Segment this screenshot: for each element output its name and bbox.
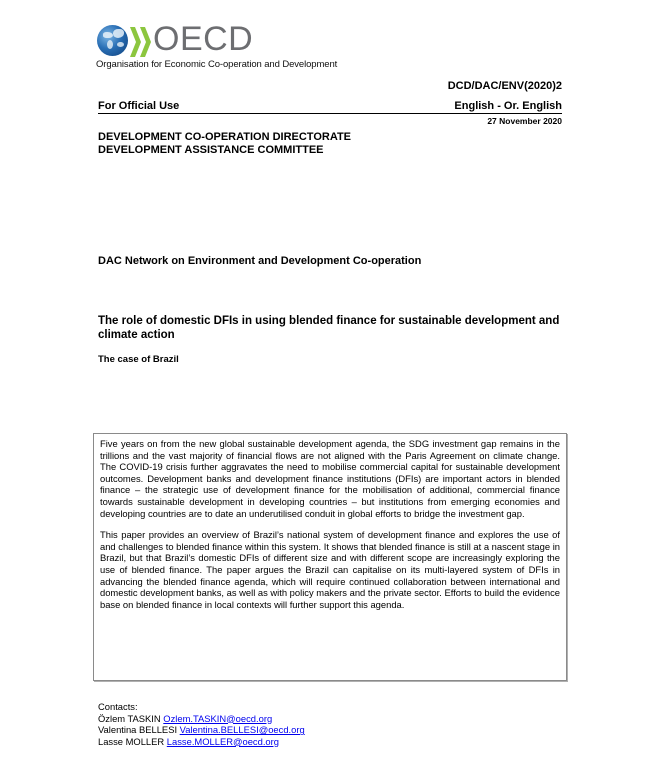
directorate-line-2: DEVELOPMENT ASSISTANCE COMMITTEE	[98, 144, 324, 156]
directorate-line-1: DEVELOPMENT CO-OPERATION DIRECTORATE	[98, 131, 352, 143]
organisation-name: Organisation for Economic Co-operation and Development	[96, 59, 338, 70]
document-subtitle: The case of Brazil	[98, 354, 179, 365]
contact-name: Lasse MOLLER	[98, 735, 165, 747]
contact-email-link[interactable]: Valentina.BELLESI@oecd.org	[179, 724, 305, 736]
language-label: English - Or. English	[454, 100, 562, 112]
abstract-paragraph-1: Five years on from the new global sustainable development agenda, the SDG investment gap remains in the trillions and the vast majority of financial flows are not aligned with the Paris Agreement on climate change. The COVID-19 crisis further aggravates the need to mobilise commercial capital for sustainable development outcomes. Development banks and development finance institutions (DFIs) are important actors in blended finance – the strategic use of development finance for the mobilisation of additional, commercial finance towards sustainable development in developing countries – but institutions from emerging economies and developing countries are to date an underutilised conduit in global efforts to bridge the investment gap.	[100, 438, 560, 519]
contact-row	[98, 724, 305, 736]
contact-name: Valentina BELLESI	[98, 724, 178, 736]
abstract-box	[93, 433, 567, 681]
network-heading: DAC Network on Environment and Development Co-operation	[98, 255, 422, 267]
contacts-label: Contacts:	[98, 701, 138, 712]
contact-email-link[interactable]: Ozlem.TASKIN@oecd.org	[163, 712, 273, 724]
document-title: The role of domestic DFIs in using blended finance for sustainable development and climate action	[98, 315, 560, 341]
oecd-chevrons-icon	[130, 27, 154, 57]
oecd-logo	[96, 20, 256, 60]
header-divider	[98, 113, 562, 114]
contact-email-link[interactable]: Lasse.MOLLER@oecd.org	[166, 735, 279, 747]
oecd-globe-icon	[97, 25, 128, 56]
document-date: 27 November 2020	[487, 116, 562, 126]
contact-name: Özlem TASKIN	[98, 712, 161, 724]
abstract-paragraph-2: This paper provides an overview of Brazil’s national system of development finance and explores the use of and challenges to blended finance within this system. It shows that blended finance is still at a nascent stage in Brazil, but that Brazil’s domestic DFIs of different size and with different scope are increasingly exploring the use of blended finance. The paper argues the Brazil can capitalise on its multi-layered system of DFIs in advancing the blended finance agenda, which will require continued collaboration between international and domestic development banks, as well as with policy makers and the private sector. Efforts to build the evidence base on blended finance in local contexts will further support this agenda.	[100, 529, 560, 610]
classification-label: For Official Use	[98, 100, 180, 112]
contact-row	[98, 736, 305, 748]
document-reference: DCD/DAC/ENV(2020)2	[447, 80, 562, 92]
contact-row	[98, 713, 305, 725]
oecd-wordmark: OECD	[153, 20, 254, 58]
contacts-section	[98, 701, 305, 747]
directorate-heading	[98, 131, 351, 157]
